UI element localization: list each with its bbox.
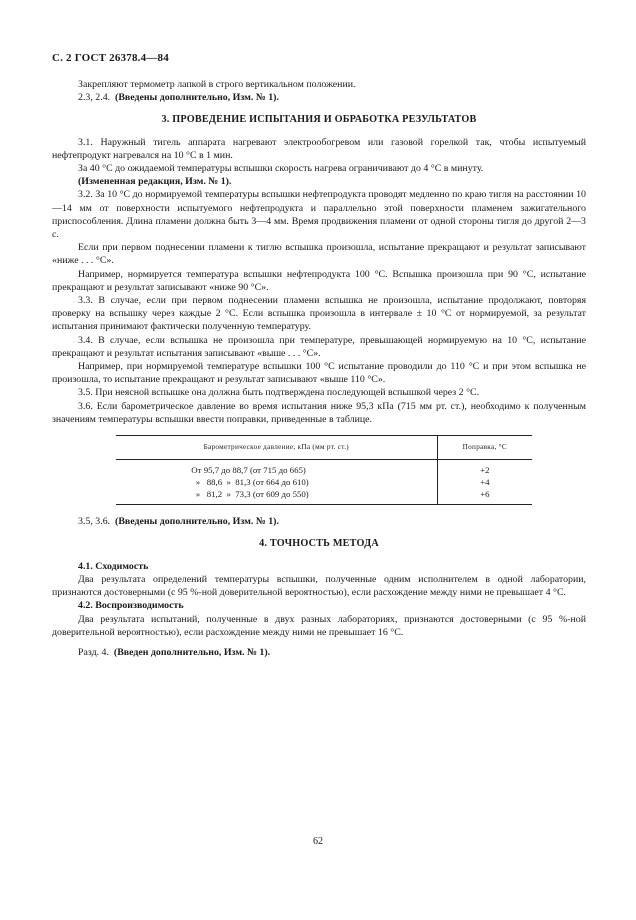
- subsection-title-4-2: 4.2. Воспроизводимость: [78, 600, 184, 612]
- correction-table: [116, 435, 532, 505]
- amendment-note: [52, 646, 586, 659]
- paragraph: За 40 °С до ожидаемой температуры вспышки скорость нагрева ограничивают до 4 °С в минуту.: [78, 163, 484, 175]
- page-number: 62: [313, 836, 323, 847]
- paragraph: Если при первом поднесении пламени к тиглю вспышка произошла, испытание прекращают и результат записывают «ниже . . . °С».: [52, 242, 586, 267]
- table-header-correction: Поправка, °С: [437, 436, 532, 460]
- amendment-text: (Введены дополнительно, Изм. № 1).: [115, 516, 279, 528]
- table-cell: +2: [480, 465, 490, 476]
- document-body: [52, 78, 586, 659]
- table-cell-text: От 95,7 до 88,7 (от 715 до 665): [191, 465, 306, 476]
- amendment-text: (Введены дополнительно, Изм. № 1).: [115, 92, 279, 104]
- paragraph-4-1: Два результата определений температуры вспышки, полученные одним исполнителем в одной лаборатории, признаются достоверными (с 95 %-ной доверительной вероятностью), если расхождение между ними не превышает 4 °С.: [52, 573, 586, 599]
- table-cell: [116, 460, 437, 477]
- table-header-pressure: Барометрическое давление, кПа (мм рт. ст.): [116, 436, 437, 460]
- table-cell-text: » 81,2 » 73,3 (от 609 до 550): [191, 489, 309, 500]
- table-cell-text: » 88,6 » 81,3 (от 664 до 610): [191, 477, 309, 488]
- paragraph-4-2: Два результата испытаний, полученные в двух разных лабораториях, признаются достоверными (с 95 %-ной доверительной вероятностью), если расхождение между ними не превышает 16 °С.: [52, 613, 586, 638]
- amendment-note: (Измененная редакция, Изм. № 1).: [78, 176, 232, 188]
- amendment-note: [52, 91, 586, 104]
- table-header-row: [116, 436, 532, 460]
- table-cell: [116, 488, 437, 505]
- section-3-title: 3. ПРОВЕДЕНИЕ ИСПЫТАНИЯ И ОБРАБОТКА РЕЗУЛЬТАТОВ: [161, 114, 477, 126]
- table-row: [116, 488, 532, 505]
- paragraph-3-2: 3.2. За 10 °С до нормируемой температуры вспышки нефтепродукта проводят медленно по краю тигля на расстоянии 10—14 мм от поверхности испытуемого нефтепродукта и параллельно этой поверхности пламенем зажигательного приспособления. Длина пламени должна быть 3—4 мм. Время продвижения пламени от одной стороны тигля до другой 2—3 с.: [52, 189, 586, 241]
- paragraph-3-3: 3.3. В случае, если при первом поднесении пламени вспышка не произошла, испытание продолжают, повторяя проверку на вспышку через каждые 2 °С. Если вспышка произошла в интервале ± 10 °С от нормируемой, за результат испытания принимают фактически полученную температуру.: [52, 295, 586, 333]
- paragraph-3-1: 3.1. Наружный тигель аппарата нагревают электрообогревом или газовой горелкой так, чтобы испытуемый нефтепродукт нагревался на 10 °С в 1 мин.: [52, 136, 586, 161]
- paragraph: Например, нормируется температура вспышки нефтепродукта 100 °С. Вспышка произошла при 90 °С, испытание прекращают и результат записывают «ниже 90 °С».: [52, 268, 586, 293]
- amendment-text: (Введен дополнительно, Изм. № 1).: [113, 646, 271, 658]
- paragraph-3-6: 3.6. Если барометрическое давление во время испытания ниже 95,3 кПа (715 мм рт. ст.), необходимо к полученным значениям температуры вспышки ввести поправки, приведенные в таблице.: [52, 400, 586, 425]
- amendment-ref: Разд. 4.: [78, 646, 109, 658]
- paragraph: Закрепляют термометр лапкой в строго вертикальном положении.: [78, 79, 356, 90]
- table-cell: +4: [480, 477, 490, 488]
- paragraph: Например, при нормируемой температуре вспышки 100 °С испытание проводили до 110 °С и при этом вспышка не произошла, то испытание прекращают и результат записывают «выше 110 °С».: [52, 361, 586, 386]
- paragraph-3-4: 3.4. В случае, если вспышка не произошла при температуре, превышающей нормируемую на 10 °С, испытание прекращают и результат испытания записывают «выше . . . °С».: [52, 334, 586, 359]
- section-4-title: 4. ТОЧНОСТЬ МЕТОДА: [259, 538, 379, 550]
- table-cell: +6: [437, 488, 532, 505]
- amendment-ref: 2.3, 2.4.: [78, 92, 111, 104]
- amendment-note: [52, 515, 586, 528]
- page-header: С. 2 ГОСТ 26378.4—84: [52, 52, 169, 64]
- paragraph-3-5: 3.5. При неясной вспышке она должна быть подтверждена последующей вспышкой через 2 °С.: [78, 387, 480, 399]
- table-row: [116, 476, 532, 488]
- table-cell: [116, 476, 437, 488]
- table-row: [116, 460, 532, 477]
- amendment-ref: 3.5, 3.6.: [78, 516, 111, 528]
- subsection-title-4-1: 4.1. Сходимость: [78, 560, 149, 572]
